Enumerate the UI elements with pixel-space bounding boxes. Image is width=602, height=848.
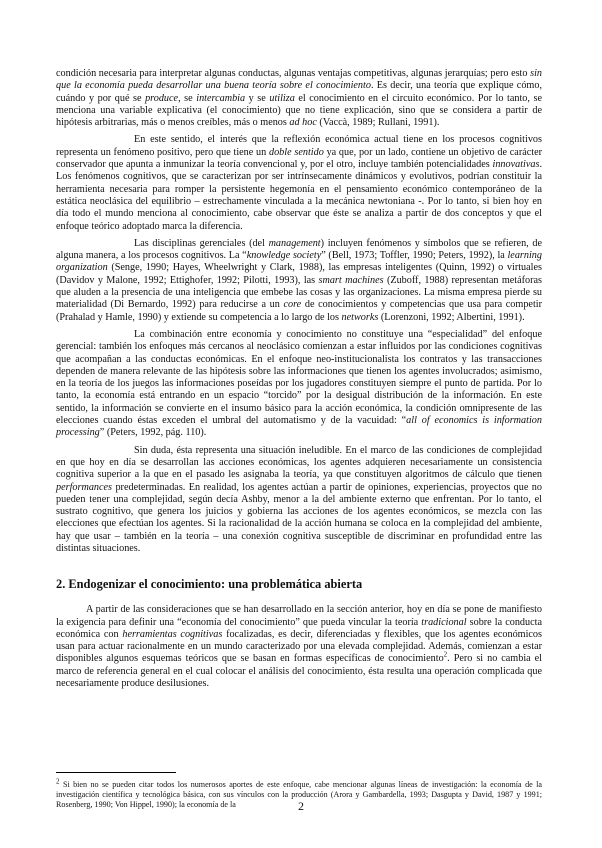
italic-text: herramientas cognitivas	[122, 628, 223, 640]
text-run: Sin duda, ésta representa una situación ineludible. En el marco de las condiciones de complejidad en que hoy en día se desarrollan las acciones económicas, los agentes adquieren necesariamente un consistencia cognitiva superior a la que en el pasado les asignaba la teoría, ya que constituyen algoritmos de cálculo que tienen	[56, 444, 542, 481]
italic-text: core	[283, 299, 302, 311]
footnote-text: Si bien no se pueden citar todos los numerosos aportes de este enfoque, cabe mencionar algunas líneas de investigación: la economía de la investigación científica y tecnológica básica, con sus vínculos con la producción (Arora y Gambardella, 1993; Dasgupta y David, 1987 y 1991; Rosenberg, 1990; Von Hippel, 1990); la economía de la	[56, 780, 542, 809]
text-run: predeterminadas. En realidad, los agentes actúan a partir de opiniones, experiencias, proyectos que no pueden tener una complejidad, según decía Ashby, menor a la del ambiente externo que enfrentan. Por lo tanto, el sustrato cognitivo, que genera los juicios y gobierna las acciones de los agentes económicos, se mezcla con las elecciones que efectúan los agentes. Si la racionalidad de la acción humana se coloca en la complejidad del ambiente, hay que usar – también en la teoría – una conexión cognitiva susceptible de discriminar en profundidad entre las distintas situaciones.	[56, 481, 542, 554]
section-paragraph	[56, 604, 542, 690]
page-number: 2	[298, 799, 304, 813]
text-run: . Es decir, una teoría que explique cómo, cuándo y por qué se	[56, 80, 542, 104]
text-run: La combinación entre economía y conocimiento no constituye una “especialidad” del enfoque gerencial: también los enfoques más cercanos al neoclásico comienzan a estar influidos por las condiciones cognitivas que acompañan a las conductas económicas. En el enfoque neo-institucionalista los contratos y las transacciones dependen de manera relevante de las hipótesis sobre las informaciones que tienen los agentes involucrados; asimismo, en la teoría de los juegos las informaciones poseídas por los jugadores constituyen siempre el punto de partida. Por lo tanto, la economía está entrando en un espacio “torcido” por la desigual distribución de la información. En este sentido, la información se convierte en el insumo básico para la acción económica, la condición omnipresente de las elecciones cuando éstas exceden el umbral del automatismo y de la vacuidad: “	[56, 328, 542, 427]
paragraph	[56, 445, 542, 556]
italic-text: doble sentido	[268, 146, 324, 158]
text-run: el conocimiento en el circuito económico. Por lo tanto, se menciona una variable explicativa (el conocimiento) que no tiene explicación, sino que se considera a partir de hipótesis arbitrarias, más o menos creíbles, más o menos	[56, 92, 542, 129]
text-run: . Pero si no cambia el marco de referencia general en el cual colocar el análisis del conocimiento, ésta resulta una operación complicada que necesariamente produce desilusiones.	[56, 653, 542, 690]
text-run: ya que, por un lado, contiene un objetivo de carácter conservador que apunta a inmunizar la teoría convencional y, por el otro, incluye también potencialidades	[56, 146, 543, 171]
page-body	[56, 68, 542, 695]
text-run: focalizadas, es decir, diferenciadas y flexibles, que los agentes económicos usan para actuar racionalmente en un mundo caracterizado por una elevada complejidad. Además, comienzan a estar disponibles algunos esquemas teóricos que se basan en formas específicas de conocimiento	[56, 628, 542, 665]
italic-text: ad hoc	[289, 117, 317, 129]
italic-text: innovativas	[492, 159, 540, 171]
text-run: ” (Bell, 1973; Toffler, 1990; Peters, 1992), la	[321, 250, 508, 262]
text-run: Las disciplinas gerenciales (del	[134, 237, 269, 249]
text-run: de conocimientos y competencias que usa para competir (Prahalad y Hamle, 1990) y extiende su competencia a lo largo de los	[56, 299, 542, 323]
text-run: A partir de las consideraciones que se han desarrollado en la sección anterior, hoy en día se pone de manifiesto la exigencia para definir una “economía del conocimiento” que pueda vincular la teoría	[56, 604, 542, 628]
text-run: (Senge, 1990; Hayes, Wheelwright y Clark, 1988), las empresas inteligentes (Quinn, 1992) o virtuales (Davidov y Malone, 1992; Ettighofer, 1992; Pilotti, 1993), las	[56, 262, 542, 286]
footnote-ref: 2	[443, 651, 448, 660]
body-text	[56, 68, 542, 555]
italic-text: smart machines	[318, 274, 384, 286]
text-run: ” (Peters, 1992, pág. 110).	[99, 427, 207, 439]
italic-text: performances	[56, 481, 113, 493]
paragraph	[56, 238, 542, 324]
italic-text: utiliza	[269, 92, 295, 104]
text-run: (Vaccà, 1989; Rullani, 1991).	[316, 117, 440, 129]
text-run: (Lorenzoni, 1992; Albertini, 1991).	[378, 311, 525, 323]
italic-text: all of economics is information processing	[56, 415, 542, 439]
text-run: . Los fenómenos cognitivos, que se caracterizan por ser intrínsecamente dinámicos y evolutivos, podrían constituir la herramienta necesaria para romper la persistente hegemonía en el pensamiento económico contemporáneo de la estática neoclásica del equilibrio – estrechamente vinculada a la mecánica newtoniana -. Por lo tanto, si bien hoy en día todo el mundo menciona al conocimiento, cabe observar que éste se analiza a partir de dos conceptos y que el enfoque teórico adoptado marca la diferencia.	[56, 159, 542, 232]
italic-text: produce	[145, 92, 179, 104]
section-heading: 2. Endogenizar el conocimiento: una problemática abierta	[56, 577, 363, 592]
text-run: sobre la conducta económica con	[56, 616, 542, 640]
paragraph	[56, 134, 542, 232]
text-run: En este sentido, el interés que la reflexión económica actual tiene en los procesos cognitivos representa un fenómeno positivo, pero que tiene un	[56, 134, 542, 158]
text-run: ) incluyen fenómenos y símbolos que se refieren, de alguna manera, a los procesos cognitivos. La “	[56, 237, 542, 262]
italic-text: intercambia	[196, 92, 246, 104]
paragraph	[56, 329, 542, 440]
italic-text: tradicional	[421, 616, 467, 628]
italic-text: knowledge society	[246, 250, 322, 262]
italic-text: management	[268, 237, 321, 249]
footnote-divider	[56, 772, 176, 773]
text-run: (Zuboff, 1988) representan metáforas que aluden a la presencia de una inteligencia que embebe las cosas y las organizaciones. La misma empresa pierde su materialidad (Di Bernardo, 1992) para reducirse a un	[56, 274, 542, 311]
text-run: y se	[245, 92, 270, 104]
text-run: , se	[178, 92, 197, 104]
paragraph	[56, 68, 542, 129]
italic-text: learning organization	[56, 250, 542, 274]
italic-text: sin que la economía pueda desarrollar una buena teoría sobre el conocimiento	[56, 68, 542, 92]
text-run: condición necesaria para interpretar algunas conductas, algunas ventajas competitivas, algunas jerarquías; pero esto	[56, 68, 531, 79]
footnote-number: 2	[56, 777, 60, 786]
italic-text: networks	[341, 311, 379, 323]
